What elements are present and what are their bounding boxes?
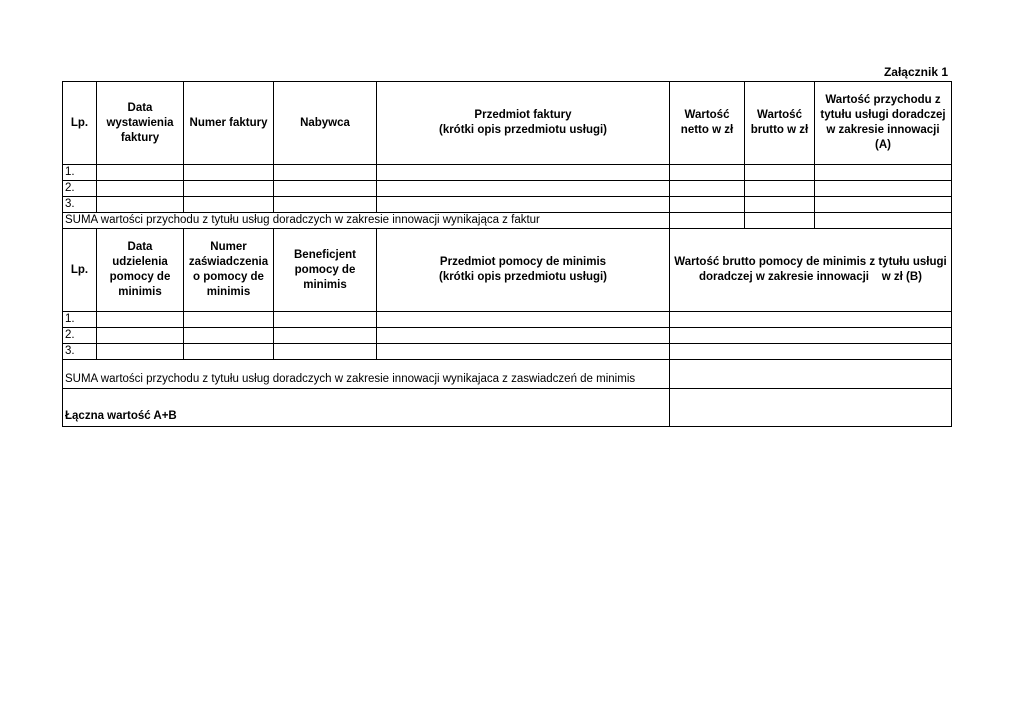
invoices-header-row [63, 82, 952, 165]
invoice-number-cell[interactable] [184, 181, 274, 197]
annex-label: Załącznik 1 [883, 65, 948, 79]
header-invoice-subject-note: (krótki opis przedmiotu usługi) [438, 124, 608, 136]
invoice-date-cell[interactable] [97, 165, 184, 181]
row-number: 2. [63, 181, 97, 197]
aid-subject-cell[interactable] [377, 344, 670, 360]
invoice-subject-cell[interactable] [377, 197, 670, 213]
header-lp: Lp. [63, 229, 97, 312]
table-row [63, 181, 952, 197]
gross-value-cell[interactable] [745, 165, 815, 181]
header-invoice-subject-title: Przedmiot faktury [474, 109, 572, 121]
revenue-value-cell[interactable] [815, 197, 952, 213]
header-aid-gross-value-b: Wartość brutto pomocy de minimis z tytułu usługi doradczej w zakresie innowacji w zł (B) [670, 229, 952, 312]
header-aid-subject [377, 229, 670, 312]
sum-net-cell[interactable] [670, 213, 745, 229]
beneficiary-cell[interactable] [274, 312, 377, 328]
row-number: 1. [63, 312, 97, 328]
invoice-date-cell[interactable] [97, 181, 184, 197]
aid-gross-value-cell[interactable] [670, 344, 952, 360]
table-row [63, 312, 952, 328]
table-row [63, 197, 952, 213]
sum-revenue-cell[interactable] [815, 213, 952, 229]
certificate-number-cell[interactable] [184, 344, 274, 360]
header-net-value: Wartość netto w zł [670, 82, 745, 165]
header-lp: Lp. [63, 82, 97, 165]
invoices-sum-label: SUMA wartości przychodu z tytułu usług doradczych w zakresie innowacji wynikająca z faktur [63, 213, 670, 229]
row-number: 1. [63, 165, 97, 181]
invoice-form-table [62, 81, 952, 427]
table-row [63, 328, 952, 344]
deminimis-sum-value-cell[interactable] [670, 360, 952, 389]
net-value-cell[interactable] [670, 181, 745, 197]
aid-gross-value-cell[interactable] [670, 312, 952, 328]
aid-subject-cell[interactable] [377, 328, 670, 344]
invoice-subject-cell[interactable] [377, 165, 670, 181]
invoice-number-cell[interactable] [184, 165, 274, 181]
total-row [63, 389, 952, 427]
aid-gross-value-cell[interactable] [670, 328, 952, 344]
buyer-cell[interactable] [274, 197, 377, 213]
header-aid-date: Data udzielenia pomocy de minimis [97, 229, 184, 312]
deminimis-sum-label: SUMA wartości przychodu z tytułu usług doradczych w zakresie innowacji wynikajaca z zaswiadczeń de minimis [63, 360, 670, 389]
header-invoice-number: Numer faktury [184, 82, 274, 165]
header-invoice-subject [377, 82, 670, 165]
table-row [63, 165, 952, 181]
header-beneficiary: Beneficjent pomocy de minimis [274, 229, 377, 312]
header-certificate-number: Numer zaświadczenia o pomocy de minimis [184, 229, 274, 312]
gross-value-cell[interactable] [745, 181, 815, 197]
total-value-cell[interactable] [670, 389, 952, 427]
table-row [63, 344, 952, 360]
header-buyer: Nabywca [274, 82, 377, 165]
row-number: 3. [63, 344, 97, 360]
deminimis-header-row [63, 229, 952, 312]
sum-gross-cell[interactable] [745, 213, 815, 229]
net-value-cell[interactable] [670, 165, 745, 181]
header-invoice-date: Data wystawienia faktury [97, 82, 184, 165]
invoices-sum-row [63, 213, 952, 229]
row-number: 2. [63, 328, 97, 344]
aid-date-cell[interactable] [97, 328, 184, 344]
header-revenue-value-a: Wartość przychodu z tytułu usługi doradczej w zakresie innowacji (A) [815, 82, 952, 165]
revenue-value-cell[interactable] [815, 181, 952, 197]
beneficiary-cell[interactable] [274, 344, 377, 360]
header-aid-subject-note: (krótki opis przedmiotu usługi) [438, 271, 608, 283]
certificate-number-cell[interactable] [184, 312, 274, 328]
invoice-number-cell[interactable] [184, 197, 274, 213]
aid-date-cell[interactable] [97, 312, 184, 328]
invoice-date-cell[interactable] [97, 197, 184, 213]
invoice-subject-cell[interactable] [377, 181, 670, 197]
row-number: 3. [63, 197, 97, 213]
beneficiary-cell[interactable] [274, 328, 377, 344]
buyer-cell[interactable] [274, 165, 377, 181]
buyer-cell[interactable] [274, 181, 377, 197]
deminimis-sum-row [63, 360, 952, 389]
header-aid-subject-title: Przedmiot pomocy de minimis [439, 256, 607, 268]
gross-value-cell[interactable] [745, 197, 815, 213]
aid-date-cell[interactable] [97, 344, 184, 360]
total-label: Łączna wartość A+B [63, 389, 670, 427]
net-value-cell[interactable] [670, 197, 745, 213]
revenue-value-cell[interactable] [815, 165, 952, 181]
aid-subject-cell[interactable] [377, 312, 670, 328]
certificate-number-cell[interactable] [184, 328, 274, 344]
header-gross-value: Wartość brutto w zł [745, 82, 815, 165]
